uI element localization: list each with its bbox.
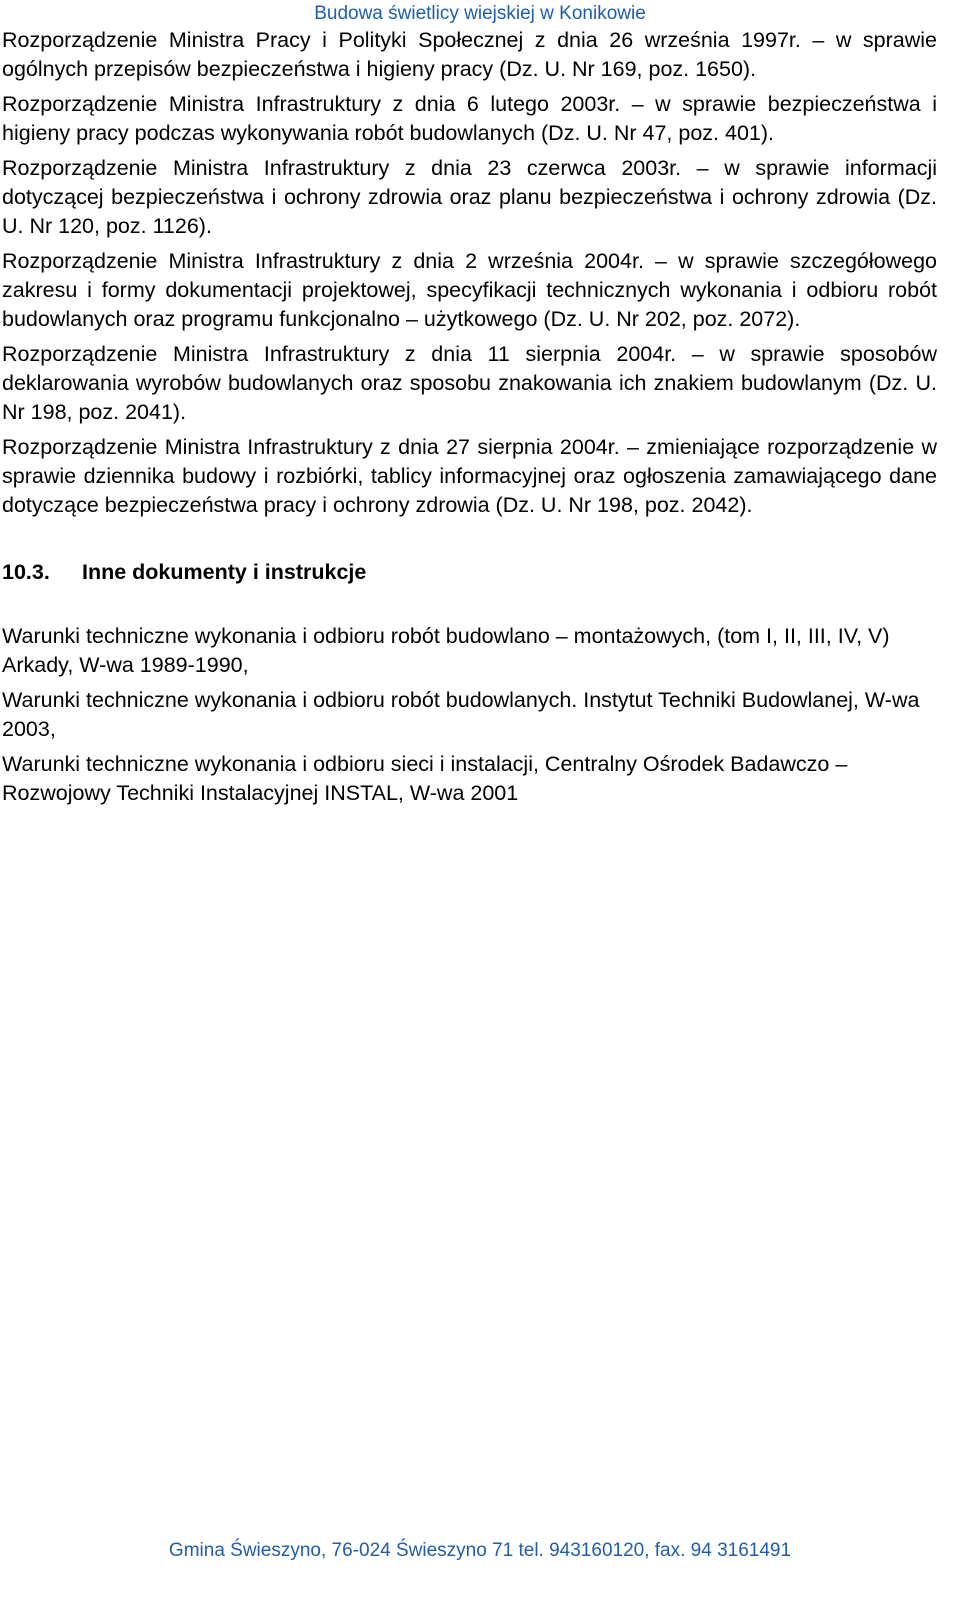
section-number: 10.3. [2,560,50,584]
regulation-item: Rozporządzenie Ministra Infrastruktury z dnia 2 września 2004r. – w sprawie szczegółowego zakresu i formy dokumentacji projektowej, specyfikacji technicznych wykonania i odbioru robót budowlanych oraz programu funkcjonalno – użytkowego (Dz. U. Nr 202, poz. 2072). [2,249,937,331]
documents-list [2,622,937,808]
regulation-item: Rozporządzenie Ministra Pracy i Polityki Społecznej z dnia 26 września 1997r. – w sprawie ogólnych przepisów bezpieczeństwa i higieny pracy (Dz. U. Nr 169, poz. 1650). [2,28,937,81]
regulation-item: Rozporządzenie Ministra Infrastruktury z dnia 11 sierpnia 2004r. – w sprawie sposobów deklarowania wyrobów budowlanych oraz sposobu znakowania ich znakiem budowlanym (Dz. U. Nr 198, poz. 2041). [2,342,937,424]
section-heading [2,558,937,587]
section-title: Inne dokumenty i instrukcje [82,560,367,584]
document-item: Warunki techniczne wykonania i odbioru sieci i instalacji, Centralny Ośrodek Badawczo – Rozwojowy Techniki Instalacyjnej INSTAL, W-wa 2001 [2,752,848,805]
page-footer: Gmina Świeszyno, 76-024 Świeszyno 71 tel. 943160120, fax. 94 3161491 [168,1540,792,1561]
regulation-item: Rozporządzenie Ministra Infrastruktury z dnia 6 lutego 2003r. – w sprawie bezpieczeństwa i higieny pracy podczas wykonywania robót budowlanych (Dz. U. Nr 47, poz. 401). [2,92,937,145]
document-item: Warunki techniczne wykonania i odbioru robót budowlano – montażowych, (tom I, II, III, IV, V) Arkady, W-wa 1989-1990, [2,624,890,677]
regulation-item: Rozporządzenie Ministra Infrastruktury z dnia 23 czerwca 2003r. – w sprawie informacji dotyczącej bezpieczeństwa i ochrony zdrowia oraz planu bezpieczeństwa i ochrony zdrowia (Dz. U. Nr 120, poz. 1126). [2,156,937,238]
page-header: Budowa świetlicy wiejskiej w Konikowie [314,3,646,24]
document-item: Warunki techniczne wykonania i odbioru robót budowlanych. Instytut Techniki Budowlanej, W-wa 2003, [2,688,920,741]
regulation-item: Rozporządzenie Ministra Infrastruktury z dnia 27 sierpnia 2004r. – zmieniające rozporządzenie w sprawie dziennika budowy i rozbiórki, tablicy informacyjnej oraz ogłoszenia zamawiającego dane dotyczące bezpieczeństwa pracy i ochrony zdrowia (Dz. U. Nr 198, poz. 2042). [2,435,937,517]
document-body [2,26,937,814]
